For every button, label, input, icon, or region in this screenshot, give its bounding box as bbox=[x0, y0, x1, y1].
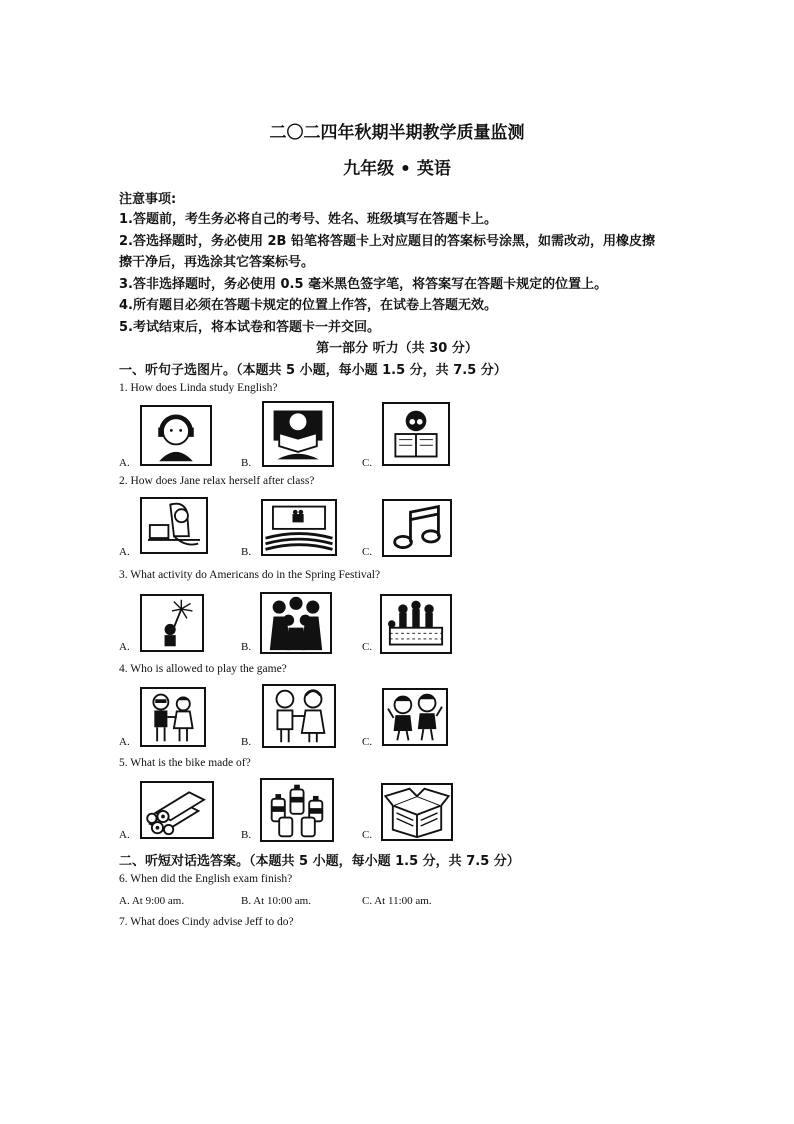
question-text: 4. Who is allowed to play the game? bbox=[119, 663, 287, 675]
cardboard-box-icon bbox=[381, 783, 453, 841]
option-label: B. bbox=[241, 457, 252, 469]
girl-drawing-icon bbox=[140, 497, 208, 554]
question-text: 1. How does Linda study English? bbox=[119, 382, 278, 394]
elderly-couple-icon bbox=[262, 684, 336, 748]
question-text: 5. What is the bike made of? bbox=[119, 757, 251, 769]
option-label: B. At 10:00 am. bbox=[241, 895, 311, 907]
girl-headphones-icon bbox=[140, 405, 212, 466]
option-label: C. bbox=[362, 829, 373, 841]
family-dinner-icon bbox=[380, 594, 452, 654]
question-text: 3. What activity do Americans do in the Spring Festival? bbox=[119, 569, 381, 581]
cinema-screen-icon bbox=[261, 499, 337, 556]
plastic-bottles-icon bbox=[260, 778, 334, 842]
exam-subtitle: 九年级 • 英语 bbox=[343, 159, 451, 179]
notice-line: 4.所有题目必须在答题卡规定的位置上作答，在试卷上答题无效。 bbox=[119, 298, 497, 313]
option-label: B. bbox=[241, 546, 252, 558]
family-group-icon bbox=[260, 592, 332, 654]
part-heading: 第一部分 听力（共 30 分） bbox=[316, 341, 478, 356]
option-label: C. bbox=[362, 641, 373, 653]
child-fireworks-icon bbox=[140, 594, 204, 652]
question-text: 2. How does Jane relax herself after class? bbox=[119, 475, 315, 487]
notice-line: 2.答选择题时，务必使用 2B 铅笔将答题卡上对应题目的答案标号涂黑，如需改动，用橡皮擦 bbox=[119, 234, 655, 249]
option-label: B. bbox=[241, 736, 252, 748]
option-label: A. bbox=[119, 457, 130, 469]
section-heading: 二、听短对话选答案。（本题共 5 小题，每小题 1.5 分，共 7.5 分） bbox=[119, 854, 520, 869]
two-children-waving-icon bbox=[382, 688, 448, 746]
music-note-icon bbox=[382, 499, 452, 557]
notice-line: 1.答题前，考生务必将自己的考号、姓名、班级填写在答题卡上。 bbox=[119, 212, 497, 227]
option-label: C. bbox=[362, 457, 373, 469]
wood-logs-icon bbox=[140, 781, 214, 839]
question-text: 6. When did the English exam finish? bbox=[119, 873, 293, 885]
option-label: A. bbox=[119, 736, 130, 748]
section-heading: 一、听句子选图片。（本题共 5 小题，每小题 1.5 分，共 7.5 分） bbox=[119, 363, 507, 378]
option-label: A. At 9:00 am. bbox=[119, 895, 185, 907]
notice-line: 3.答非选择题时，务必使用 0.5 毫米黑色签字笔，将答案写在答题卡规定的位置上。 bbox=[119, 277, 608, 292]
option-label: A. bbox=[119, 546, 130, 558]
girl-reading-book-icon bbox=[262, 401, 334, 467]
option-label: A. bbox=[119, 641, 130, 653]
exam-title: 二〇二四年秋期半期教学质量监测 bbox=[269, 123, 525, 143]
option-label: A. bbox=[119, 829, 130, 841]
notice-heading: 注意事项: bbox=[119, 192, 177, 207]
option-label: C. bbox=[362, 546, 373, 558]
boy-newspaper-icon bbox=[382, 402, 450, 466]
question-text: 7. What does Cindy advise Jeff to do? bbox=[119, 916, 294, 928]
option-label: B. bbox=[241, 829, 252, 841]
option-label: B. bbox=[241, 641, 252, 653]
option-label: C. At 11:00 am. bbox=[362, 895, 432, 907]
notice-line: 擦干净后，再选涂其它答案标号。 bbox=[119, 255, 315, 270]
notice-line: 5.考试结束后，将本试卷和答题卡一并交回。 bbox=[119, 320, 380, 335]
option-label: C. bbox=[362, 736, 373, 748]
two-kids-icon bbox=[140, 687, 206, 747]
